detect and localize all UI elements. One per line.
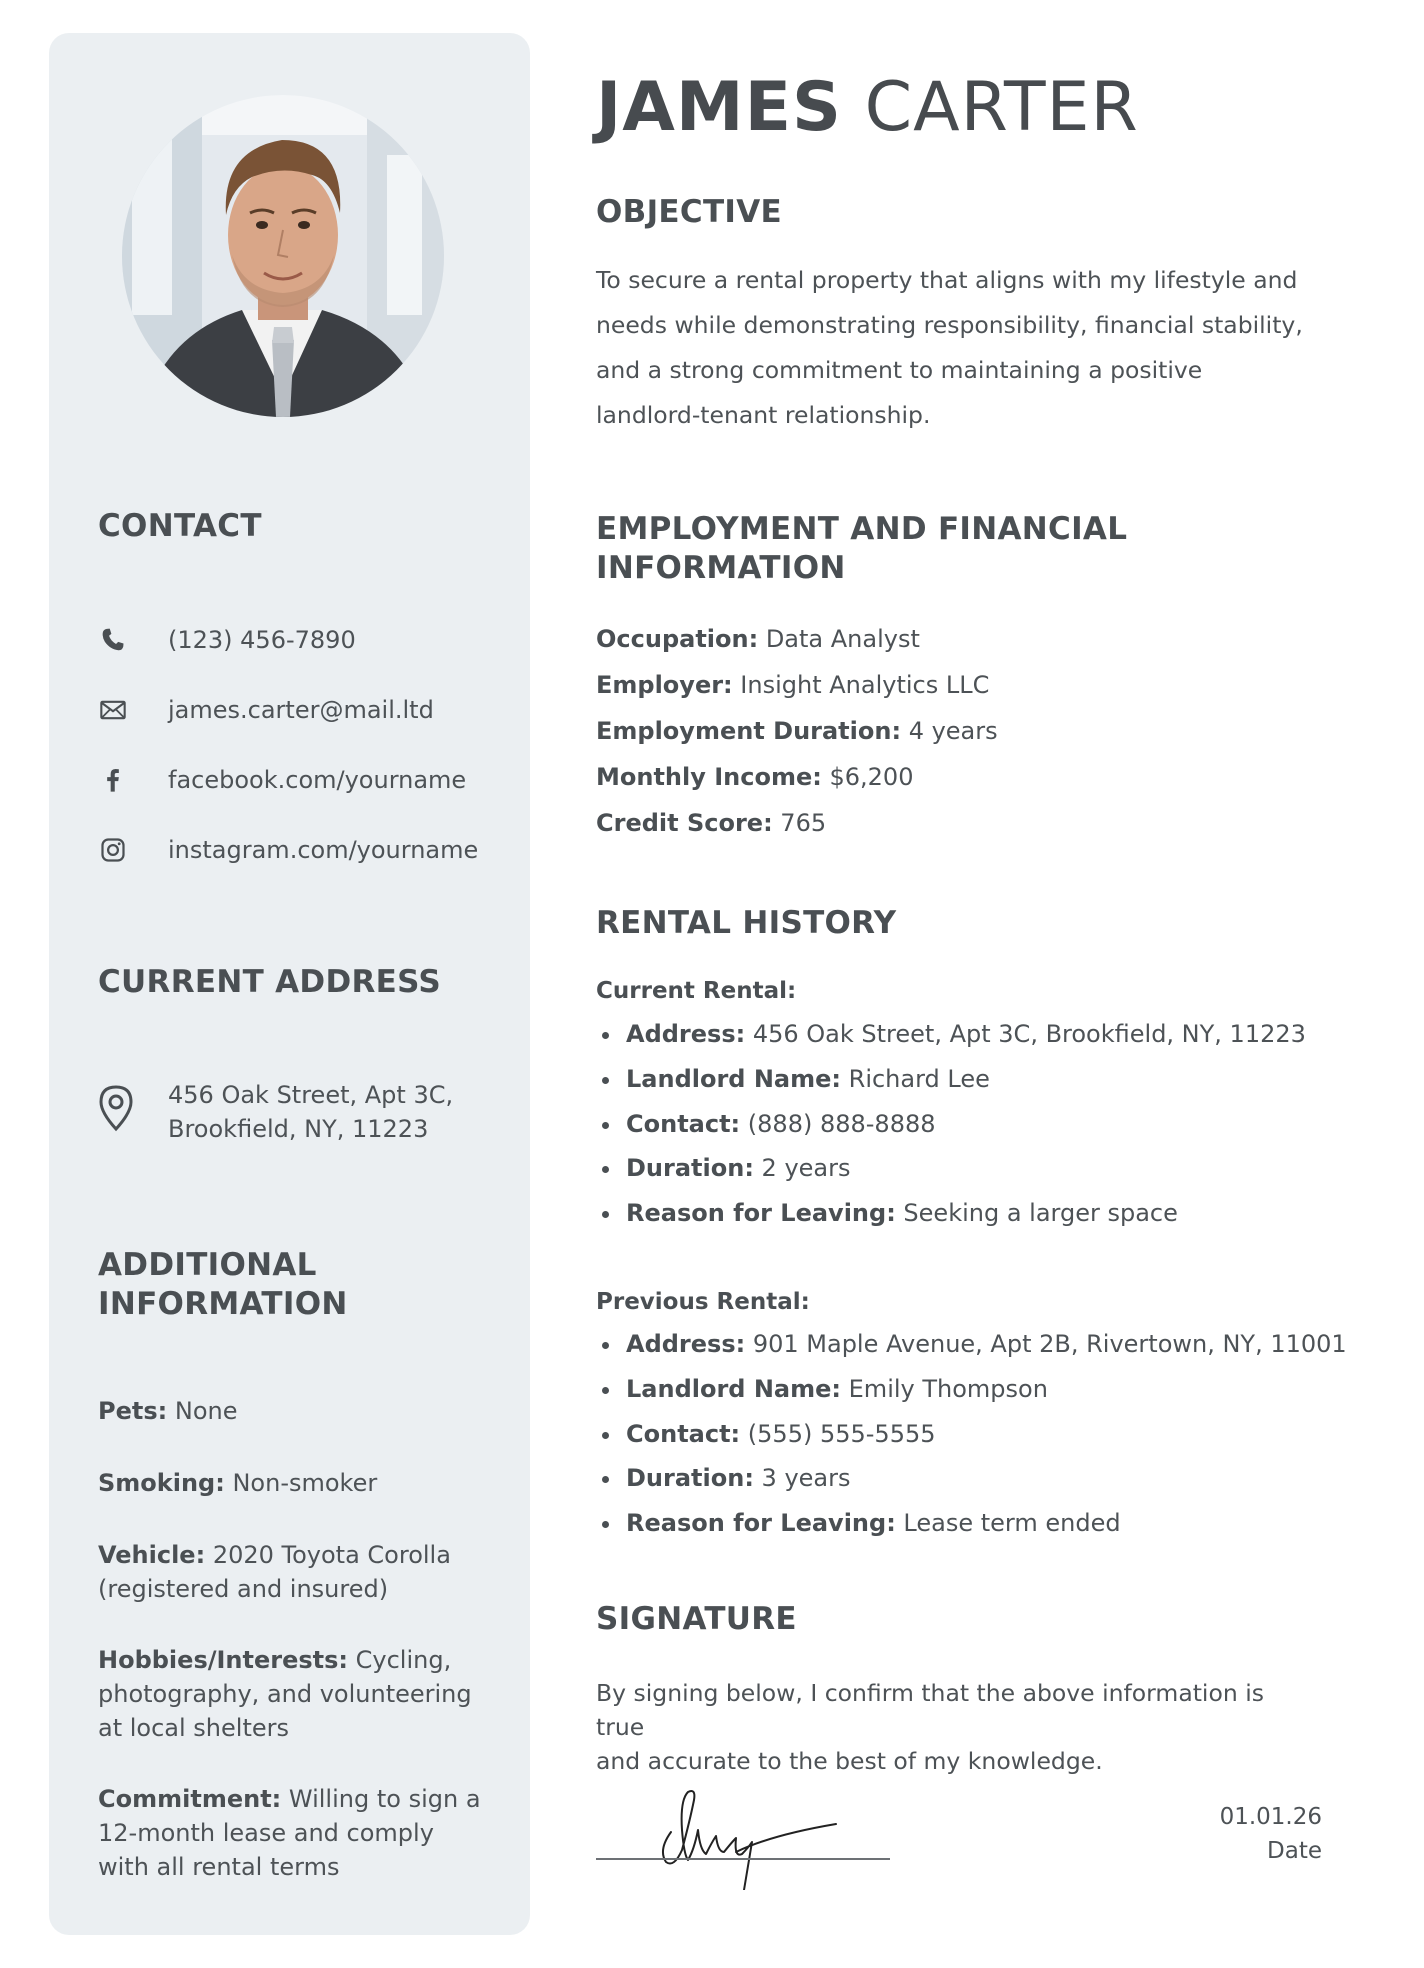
employment-occupation [596, 616, 920, 662]
list-item-label: Reason for Leaving: [626, 1199, 896, 1228]
list-item-label: Address: [626, 1330, 746, 1358]
list-item [596, 1012, 1306, 1057]
occupation-value: Data Analyst [758, 625, 920, 653]
previous-rental-label: Previous Rental: [596, 1289, 810, 1315]
info-vehicle-label: Vehicle: [98, 1541, 206, 1569]
list-item-value: (555) 555-5555 [740, 1419, 936, 1448]
additional-information-heading [98, 1246, 348, 1324]
info-pets-label: Pets: [98, 1397, 168, 1425]
previous-rental-list [596, 1322, 1347, 1546]
list-item-value: Richard Lee [841, 1064, 990, 1093]
list-item-label: Landlord Name: [626, 1064, 842, 1093]
list-item-value: 2 years [753, 1154, 851, 1183]
employer-label: Employer: [596, 671, 733, 699]
credit-score-label: Credit Score: [596, 809, 773, 837]
date-label: Date [1267, 1838, 1322, 1864]
last-name: CARTER [864, 68, 1139, 147]
list-item [596, 1501, 1347, 1546]
employment-duration-label: Employment Duration: [596, 717, 902, 745]
list-item [596, 1322, 1347, 1367]
date-value: 01.01.26 [1219, 1804, 1322, 1830]
employment-duration-value: 4 years [901, 717, 998, 745]
info-hobbies [98, 1643, 488, 1745]
info-pets-value: None [167, 1397, 238, 1425]
current-rental-label: Current Rental: [596, 978, 797, 1004]
info-commitment-label: Commitment: [98, 1785, 282, 1813]
list-item-label: Contact: [626, 1109, 741, 1138]
location-pin-icon [98, 1084, 134, 1132]
rental-history-heading: RENTAL HISTORY [596, 905, 897, 941]
employment-heading-line-2: INFORMATION [596, 550, 846, 586]
additional-heading-line-2: INFORMATION [98, 1286, 348, 1322]
signature-mark [596, 1780, 890, 1890]
first-name: JAMES [596, 68, 843, 147]
list-item-value: 456 Oak Street, Apt 3C, Brookfield, NY, 11223 [745, 1020, 1306, 1048]
current-rental-list [596, 1012, 1306, 1236]
employment-income [596, 754, 913, 800]
applicant-name [596, 66, 1139, 150]
signature-statement-line: and accurate to the best of my knowledge. [596, 1747, 1103, 1775]
info-commitment-value: Willing to sign a 12-month lease and comply with all rental terms [98, 1785, 481, 1881]
objective-heading: OBJECTIVE [596, 194, 782, 230]
list-item-value: Seeking a larger space [895, 1199, 1178, 1228]
list-item-value: Lease term ended [895, 1509, 1121, 1538]
signature-line [596, 1858, 890, 1860]
additional-heading-line-1: ADDITIONAL [98, 1247, 317, 1283]
list-item [596, 1146, 1306, 1191]
signature-statement [596, 1676, 1316, 1778]
list-item-value: Emily Thompson [841, 1374, 1048, 1403]
contact-facebook[interactable] [98, 762, 518, 798]
contact-instagram-text: instagram.com/yourname [168, 836, 479, 864]
employment-credit-score [596, 800, 826, 846]
list-item [596, 1102, 1306, 1147]
objective-text [596, 258, 1316, 438]
list-item-label: Reason for Leaving: [626, 1509, 896, 1538]
phone-icon [98, 625, 128, 655]
employment-heading-line-1: EMPLOYMENT AND FINANCIAL [596, 511, 1128, 547]
list-item-value: (888) 888-8888 [740, 1109, 936, 1138]
contact-email-text: james.carter@mail.ltd [168, 696, 434, 724]
employment-duration [596, 708, 998, 754]
current-address-heading: CURRENT ADDRESS [98, 964, 441, 1000]
contact-facebook-text: facebook.com/yourname [168, 766, 467, 794]
info-hobbies-label: Hobbies/Interests: [98, 1646, 349, 1674]
monthly-income-value: $6,200 [821, 763, 914, 791]
list-item [596, 1456, 1347, 1501]
address-line-2: Brookfield, NY, 11223 [168, 1115, 429, 1143]
contact-phone-text: (123) 456-7890 [168, 626, 356, 654]
objective-line: To secure a rental property that aligns with my lifestyle and [596, 266, 1298, 294]
list-item [596, 1367, 1347, 1412]
info-pets [98, 1394, 498, 1428]
info-hobbies-value: Cycling, photography, and volunteering at local shelters [98, 1646, 472, 1742]
list-item-label: Landlord Name: [626, 1374, 842, 1403]
contact-instagram[interactable] [98, 832, 518, 868]
info-commitment [98, 1782, 488, 1884]
list-item [596, 1191, 1306, 1236]
address-line-1: 456 Oak Street, Apt 3C, [168, 1081, 454, 1109]
list-item-value: 3 years [753, 1464, 851, 1493]
list-item [596, 1412, 1347, 1457]
employment-employer [596, 662, 989, 708]
instagram-icon [98, 835, 128, 865]
info-vehicle-value: 2020 Toyota Corolla (registered and insured) [98, 1541, 451, 1603]
signature-date [1220, 1800, 1322, 1868]
occupation-label: Occupation: [596, 625, 759, 653]
list-item-label: Duration: [626, 1154, 754, 1183]
list-item-label: Contact: [626, 1419, 741, 1448]
contact-phone[interactable] [98, 622, 518, 658]
monthly-income-label: Monthly Income: [596, 763, 822, 791]
info-smoking-value: Non-smoker [224, 1469, 378, 1497]
facebook-icon [98, 765, 128, 795]
profile-photo [122, 95, 444, 417]
info-smoking [98, 1466, 498, 1500]
contact-heading: CONTACT [98, 508, 262, 544]
employment-heading [596, 510, 1127, 588]
objective-line: landlord-tenant relationship. [596, 401, 931, 429]
objective-line: and a strong commitment to maintaining a positive [596, 356, 1203, 384]
contact-email[interactable] [98, 692, 518, 728]
info-vehicle [98, 1538, 458, 1606]
list-item-value: 901 Maple Avenue, Apt 2B, Rivertown, NY, 11001 [745, 1330, 1347, 1358]
signature-statement-line: By signing below, I confirm that the above information is true [596, 1679, 1264, 1741]
list-item [596, 1057, 1306, 1102]
credit-score-value: 765 [772, 809, 827, 837]
info-smoking-label: Smoking: [98, 1469, 225, 1497]
list-item-label: Duration: [626, 1464, 754, 1493]
employer-value: Insight Analytics LLC [732, 671, 990, 699]
objective-line: needs while demonstrating responsibility, financial stability, [596, 311, 1303, 339]
list-item-label: Address: [626, 1020, 746, 1048]
envelope-icon [98, 695, 128, 725]
signature-heading: SIGNATURE [596, 1601, 797, 1637]
